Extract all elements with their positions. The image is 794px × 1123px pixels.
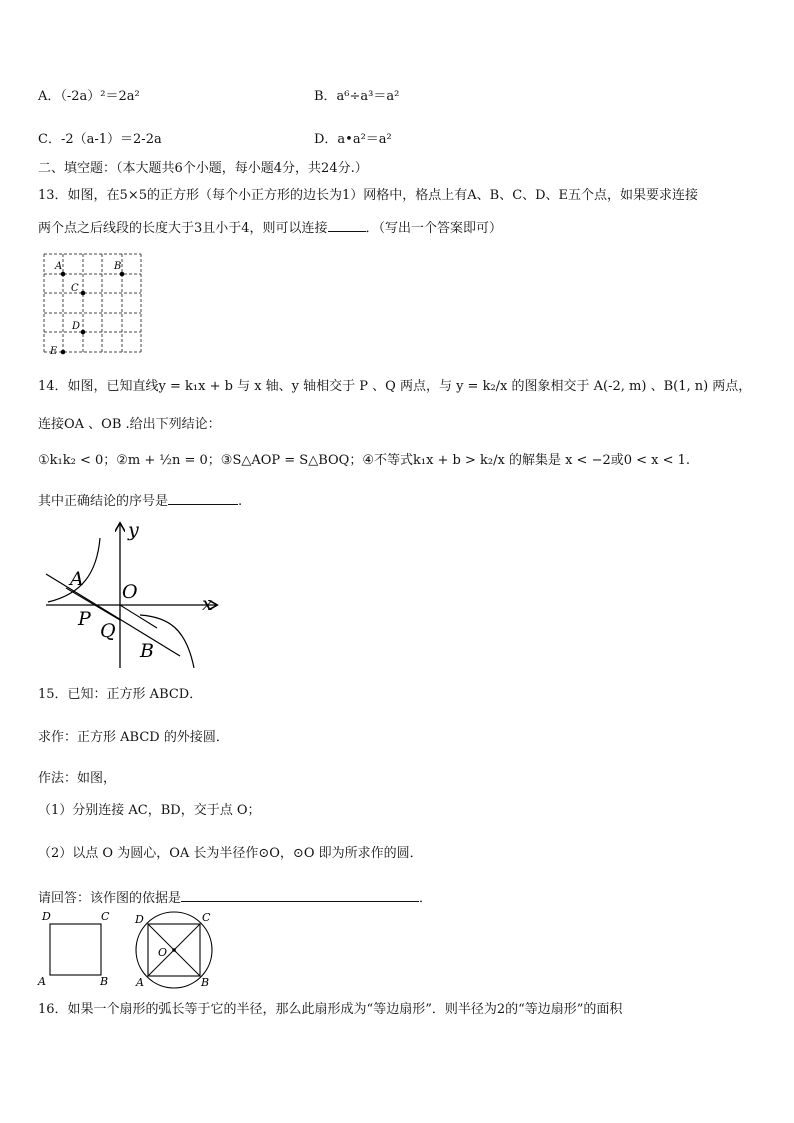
q13-answer-blank [328, 218, 366, 232]
q15-line6-pre: 请回答：该作图的依据是 [38, 891, 182, 906]
q15-line2: 求作：正方形 ABCD 的外接圆． [38, 730, 229, 745]
option-a: A．（-2a）²＝2a² [38, 89, 140, 104]
label-y: y [128, 519, 139, 541]
square-label-d: D [42, 910, 51, 923]
option-b: B．a⁶÷a³＝a² [314, 89, 400, 104]
q14-line4-post: . [238, 494, 243, 509]
center-o [172, 948, 176, 952]
option-c: C．-2（a-1）＝2-2a [38, 132, 162, 147]
option-d: D．a•a²＝a² [314, 132, 392, 147]
q14-line4-pre: 其中正确结论的序号是 [38, 494, 169, 509]
q14-answer-blank [168, 491, 238, 505]
square-label-b: B [100, 975, 109, 988]
q15-line1: 15．已知：正方形 ABCD． [38, 687, 203, 702]
q14-line1: 14．如图，已知直线y = k₁x + b 与 x 轴、y 轴相交于 P 、Q 两点，与 y = k₂/x 的图象相交于 A(-2, m) 、B(1, n) 两点， [38, 379, 752, 394]
label-d: D [72, 321, 81, 332]
label-a: A [70, 568, 84, 590]
q15-line3: 作法：如图， [38, 771, 117, 786]
q13-line2-pre: 两个点之后线段的长度大于3且小于4，则可以连接 [38, 221, 328, 236]
q14-line3: ①k₁k₂ < 0；②m + ½n = 0；③S△AOP = S△BOQ；④不等式k₁x + b > k₂/x 的解集是 x < −2或0 < x < 1. [38, 453, 691, 468]
label-o: O [122, 581, 138, 603]
q15-line6-post: ． [419, 891, 433, 906]
label-p: P [78, 608, 91, 630]
point-d [81, 330, 86, 335]
circle-label-b: B [201, 976, 210, 989]
q14-line4 [38, 491, 242, 511]
label-a: A [55, 261, 63, 272]
q15-answer-blank [181, 888, 419, 902]
q14-figure [40, 518, 230, 674]
q15-line6 [38, 888, 432, 908]
label-b: B [114, 261, 122, 272]
label-x: x [202, 593, 213, 615]
label-q: Q [100, 620, 116, 642]
q15-line5: （2）以点 O 为圆心，OA 长为半径作⊙O，⊙O 即为所求作的圆． [38, 846, 423, 861]
point-c [81, 291, 86, 296]
q13-line1: 13．如图，在5×5的正方形（每个小正方形的边长为1）网格中，格点上有A、B、C、D、E五个点，如果要求连接 [38, 188, 699, 203]
circle-label-a: A [136, 976, 144, 989]
q15-figures [34, 906, 224, 990]
square-label-c: C [101, 910, 110, 923]
square-abcd [50, 924, 101, 975]
q16-line1: 16．如果一个扇形的弧长等于它的半径，那么此扇形成为“等边扇形”．则半径为2的“等边扇形”的面积 [38, 1002, 623, 1017]
circle-label-c: C [202, 911, 211, 924]
line-ab [46, 574, 180, 656]
label-b: B [140, 640, 154, 662]
section-header: 二、填空题：（本大题共6个小题，每小题4分，共24分.） [38, 161, 368, 176]
q14-line2: 连接OA 、OB .给出下列结论： [38, 417, 221, 432]
q13-line2 [38, 218, 502, 238]
label-c: C [71, 283, 79, 294]
segment-oa [66, 588, 120, 620]
label-e: E [50, 346, 58, 356]
q13-grid-figure [38, 250, 148, 356]
circle-label-d: D [135, 913, 144, 926]
point-e [61, 350, 66, 355]
q15-line4: （1）分别连接 AC，BD，交于点 O； [38, 803, 261, 818]
point-a [61, 272, 66, 277]
point-b [120, 272, 125, 277]
circle-label-o: O [158, 946, 168, 959]
square-label-a: A [38, 975, 46, 988]
q13-line2-post: ．（写出一个答案即可） [365, 221, 503, 236]
